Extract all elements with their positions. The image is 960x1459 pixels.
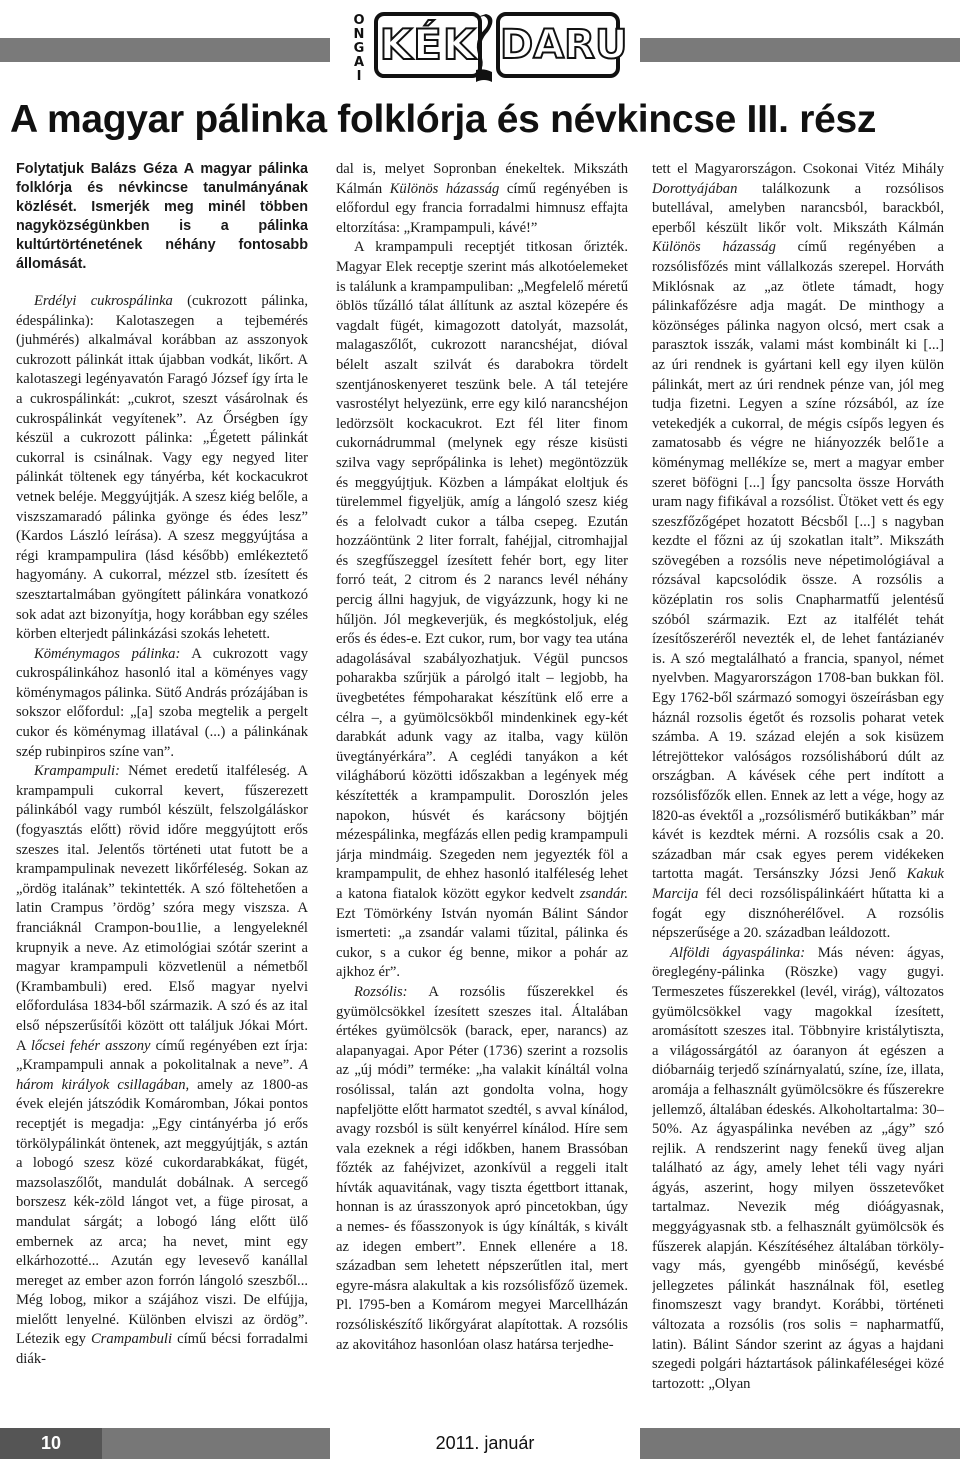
paragraph-text: című regényében a rozsólisfőzés mint vállalkozás szerepel. Horváth Miklósnak az „az ötlete támadt, hogy pálinkafőzésre adja magát. De minthogy a közönséges pálinka nagyon olcsó, mert csak a parasztok isszák, valami mást kombinált ki [...] az úri rendnek is gyártani kell egy ilyen külön pálinkát, mert az úri rendnek pénze van, jól meg tudja fizetni. Legyen a színe rózsából, az íze vetekedjék a cukorral, de mégis csípős legyen és zamatosabb és végre ne hiányozzék belő1e a köménymag mellékíze se, mert a magyar ember szeret böfögni [...] Így pancsolta össze Horváth uram nagy fifikával a rozsólist. Ütöket vett és egy szeszfőzőgépet hozatott Bécsből [...] s nagyban kezdte el főzni az új szokatlan italt”. Mikszáth szövegében a rozsólis neve népetimológiával a rózsával kapcsolódik össze. A rozsólis a középlatin ros solis Cnapharmatfű jelentésű szóból származik. Ezt az italfélét tehát ízesítőszeréről nevezték el, de lehet fantázianév is. A szó megtalálható a francia, spanyol, német nyelvben. Magyarországon 1708-ban bukkan föl. Egy 1762-ből származó somogyi öszeírásban egy háznál rozsolis égetőt és rozsolis poharat vetek számba. A 19. század elején a sok kisüzem létrejöttekor valóságos rozsólisháború dúlt az országban. A kávések céhe pert indított a rozsólisfőzők ellen. Ennek az lett a vége, hogy az l820-as évektől a „rozsólismérő butikákban” már kávét is kezdtek mérni. A rozsólis csak a 20. században már csak egyes perem vidékeken tartotta magát. Tersánszky Józsi Jenő	[652, 239, 944, 883]
paragraph	[336, 983, 628, 1355]
issue-date: 2011. január	[435, 1433, 535, 1453]
paragraph	[336, 238, 628, 983]
logo-kek-text: KÉK	[374, 12, 482, 78]
book-title: lőcsei fehér asszony	[30, 1037, 151, 1054]
paragraph-text: A krampampuli receptjét titkosan őrizték. Magyar Elek receptje szerint más alkotóelemeket is találunk a krampampuliban: „Megfelelő méretű öblös tűzálló tálat állítunk az asztal közepére és vagdalt fügét, kimagozott datolyát, mazsolát, malagaszőlőt, cukrozott narancshéjat, dióval bélelt aszalt szilvát és darabokra tördelt szentjánoskenyeret teszünk bele. A tál tetejére vasrostélyt helyezünk, erre egy kiló narancshéjon ledörzsölt kockacukrot. Ezt fél liter finom cukornádrummal (melynek egy része kisüsti szilva vagy seprőpálinka is lehet) megöntözzük és meggyújtjuk. Közben a lámpákat eloltjuk és türelemmel figyeljük, amíg a lángoló szesz kiég és a felolvadt cukor a tálba csepeg. Ezután hozzáöntünk 2 liter forralt, fahéjjal, citromhajjal és szegfűszeggel ízesített fehér bort, egy liter forró teát, 2 citrom és 2 narancs levél néhány percig állni hagyjuk, de vigyázzunk, hogy ki ne hűljön. Jól megkeverjük, és megkóstoljuk, elég erős és édes-e. Ezt cukor, rum, bor vagy tea utána adagolásával szabályozhatjuk. Végül puncsos poharakba szűrjük a párolgó italt – legjobb, ha üvegbetétes fémpoharakat készítünk elő erre a célra –, a gyümölcsökből mindenkinek egy-két darabkát adunk vagy az italba, vagy külön üvegtányérkára”. A ceglédi tanyákon a két világháború közötti időszakban a legények még készítették a krampampulit. Doroszlón jeles napokon, húsvét és karácsony böjtjén mézespálinka, megfázás ellen pedig krampampuli járja mindmáig. Szegeden nem jegyezték föl a krampampulit, de ehhez hasonló italféleség lehet a katona fiatalok között egykor kedvelt	[336, 239, 628, 902]
paragraph-text: találkozunk a rozsólisos butellával, amelyben narancsból, barackból, eperből készült likőr volt. Mikszáth Kálmán	[652, 180, 944, 236]
header-band-left	[0, 38, 330, 62]
page-number: 10	[0, 1428, 102, 1459]
column-3	[652, 160, 944, 1400]
kek-daru-logo	[346, 8, 628, 90]
paragraph-text: amely az 1800-as évek elején játszódik Komáromban, Jókai pontos receptjét is megadja: „Egy cintányérba jó erős törkölypálinkát öntenek, azt meggyújtják, s aztán a lobogó szesz közé cukordarabkákat, fügét, mazsolaszőlőt, mandulát dobálnak. A sercegő borszesz kék-zöld lángot vet, a füge pirosat, a mandulat sárgát; a lobogó láng előtt ülő embernek az arca; ha nevet, mint egy elkárhozotté... Azután egy levesevő kanállal mereget az ember azon forrón lángoló szeszből... Még lobog, mikor a szájához viszi. De elfújja, mielőtt lenyelné. Különben elviszi az ördög”. Létezik egy	[16, 1076, 308, 1348]
paragraph-text: A rozsólis fűszerekkel és gyümölcsökkel ízesített szeszes ital. Általában értékes gyümölcsök (barack, eper, narancs) az alapanyagai. Apor Péter (1736) szerint a rozsolis az „új módi” terméke: „ha valakit kínáltál volna rosólissal, talán azt gondolta volna, hogy napfeljötte előtt harmatot szedtél, s avval kínálod, avagy rozsból is sült kenyérrel kínálod. Híre sem vala ezeknek a régi időkben, hanem Brassóban főzték az fahéjvizet, azonkívül a reggeli italt hívták aquavitának, vagy tiszta égettbort ittanak, honnan is az úrasszonyok apró pincetokban, úgy a nemes- és főasszonyok is úgy kínálták, s kivált az idegen embert”. Ennek ellenére a 18. században sem lehetett népszerűtlen ital, mert egyre-másra alakultak a kis rozsólisfőző üzemek. Pl. l795-ben a Komárom megyei Marcellházán rozsóliskészítő likőrgyárat alapítottak. A rozsólis az akovitához hasonlóan olasz határsa terjedhe-	[336, 983, 628, 1353]
song-title: Crampambuli	[90, 1331, 173, 1348]
paragraph-text: Német eredetű italféleség. A krampampuli cukorral kevert, fűszerezett pálinkából vagy rumból készült, felszolgáláskor (fogyasztás előtt) rövid időre meggyújtott erős szeszes ital. Jelentős történeti utat futott be a krampampulinak nevezett likőrféleség. Sokan az „ördög italának” tekintették. A szó föltehetően a latin Crampus ’ördög’ szóra megy viszsza. A franciáknál Crampon-bou1lie, a lengyeleknél krupnyik a neve. Az etimológiai szótár szerint a magyar krampampuli közvetlenül a németből (Krambambuli) ered. Első magyar nyelvi előfordulása 1834-ből származik. A szó és az ital első népszerűsítői között ott találjuk Jókai Mórt. A	[16, 763, 308, 1054]
paragraph	[16, 292, 308, 645]
term: Alföldi ágyaspálinka:	[670, 944, 806, 961]
paragraph	[336, 160, 628, 238]
paragraph-text: (cukrozott pálinka, édespálinka): Kalotaszegen a tejbemérés (juhmérés) alkalmával korábban az asszonyok cukrozott pálinkát ittak újabban vodkát, likőrt. A kalotaszegi legényavatón Faragó József így írta le a cukrospálinkát: „cukrot, szeszt vásárolnak és cukrospálinkát vegyítenek”. Az Őrségben így készül a cukrozott pálinka: „Égetett pálinkát cukorral is csinálnak. Vagy egy negyed liter pálinkát töltenek egy tányérba, két kockacukrot vetnek beléje. Meggyújtják. A szesz kiég belőle, a viszszamaradó pálinka gyönge és édes lesz” (Kardos László leírása). A szesz meggyújtása a régi krampampulira (lásd később) emlékeztető hagyomány. A cukorral, mézzel stb. ízesített és szesztartalmában gyöngített pálinkára vonatkozó sok adat azt bizonyítja, hogy korábban egy széles körben elterjedt pálinkázási szokás lehetett.	[16, 293, 308, 643]
footer-bar-right	[640, 1428, 960, 1459]
footer-bar-left	[102, 1428, 330, 1459]
term: zsandár.	[579, 885, 628, 902]
column-1	[16, 160, 308, 1400]
book-title: Dorottyájában	[652, 180, 738, 197]
book-title: Különös házasság	[652, 239, 776, 256]
book-title: A három királyok csillagában,	[16, 1057, 308, 1093]
paragraph-text: című bécsi forradalmi diák-	[16, 1331, 308, 1368]
term: Rozsólis:	[354, 983, 408, 1000]
paragraph-text: A cukrozott vagy cukrospálinkához hasonló ital a köményes vagy köménymagos pálinka. Sütő András prózájában is sokszor előfordul: „[a] szoba megtelik a pergelt cukor és köménymag illatával (...) a pálinkának szép rubinpiros színe van”.	[16, 645, 308, 760]
logo-side-text: O N G A I	[353, 13, 365, 84]
book-title: Különös házasság	[389, 180, 500, 197]
paragraph-text: című regényében ezt írja: „Krampampuli annak a pokolitalnak a neve”.	[16, 1037, 308, 1074]
logo-daru-text: DARU	[496, 12, 620, 78]
paragraph	[16, 762, 308, 1369]
term: Erdélyi cukrospálinka	[34, 293, 173, 309]
paragraph-text: tett el Magyarországon. Csokonai Vitéz Mihály	[652, 161, 944, 177]
page-footer	[0, 1428, 960, 1459]
header-band-right	[640, 38, 960, 62]
paragraph-text: fél deci rozsólispálinkáért hűtatta ki a fogát egy disznóherélővel. A rozsólis népszerűsége a 20. században leáldozott.	[652, 885, 944, 942]
paragraph-text: című regényében is előfordul egy francia forradalmi himnusz effajta eltorzítása: „Krampampuli, kávé!”	[336, 180, 628, 236]
paragraph-text: dal is, melyet Sopronban énekeltek. Mikszáth Kálmán	[336, 161, 628, 197]
paragraph	[652, 160, 944, 944]
paragraph-text: Ezt Tömörkény István nyomán Bálint Sándor ismerteti: „a zsandár valami tűzital, pálinka és cukor, s a cukor ég benne, mikor a pohár az ajkhoz ér”.	[336, 905, 628, 981]
article-title: A magyar pálinka folklórja és névkincse III. rész	[10, 98, 877, 141]
lead-paragraph: Folytatjuk Balázs Géza A magyar pálinka folklórja és névkincse tanulmányának közlését. Ismerjék meg minél többen nagyközségünkben is a pálinka kultúrtörténetének néhány fontosabb állomását.	[16, 161, 308, 272]
paragraph	[652, 944, 944, 1395]
term: Krampampuli:	[34, 763, 120, 780]
paragraph	[16, 645, 308, 763]
book-title: Kakuk Marcija	[652, 866, 944, 902]
term: Köménymagos pálinka:	[34, 645, 181, 662]
paragraph-text: Más néven: ágyas, öreglegény-pálinka (Röszke) vagy gugyi. Termeszetes fűszerekkel (levél, virág), változatos gyümölcsökkel vagy magokkal ízesített, aromásított szeszes ital. Többnyire kristálytiszta, a világossárgától az óaranyon át egészen a dióbarnáig terjedő színárnyalatú, színe, íze, illata, aromája a felhasznált gyümölcsökre és fűszerekre jellemző, általában édeskés. Alkoholtartalma: 30–50%. Az ágyaspálinka nevében az „ágy” szó rejlik. A rendszerint nagy fenekű üveg aljan található az ágy, amely lehet téli vagy nyári ágyás, aszerint, hogy milyen összetevőket tartalmaz. Nevezik még dióágyasnak, meggyágyasnak stb. a felhasznált gyümölcsök és fűszerek alapján. Készítéséhez általában törköly- vagy más, gyengébb minőségű, kevésbé jellegzetes pálinkát használnak föl, esetleg finomszeszt vagy brandyt. Korábbi, történeti változata a rozsólis (ros solis = napharmatfű, latin). Bálint Sándor szerint az ágyas a hajdani szegedi polgári háztartások pálinkaféleségei közé tartozott: „Olyan	[652, 944, 944, 1392]
column-2	[336, 160, 628, 1400]
